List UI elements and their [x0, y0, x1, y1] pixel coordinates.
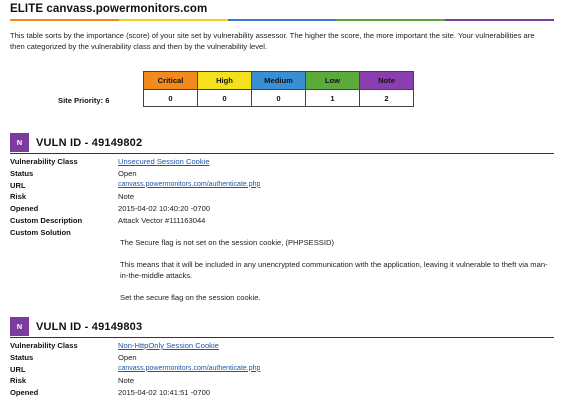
vuln-details [10, 341, 550, 400]
rule-segment-2 [119, 19, 228, 21]
detail-key: Custom Description [10, 215, 83, 225]
detail-row-status [10, 169, 550, 181]
vuln-class-link[interactable]: Non-HttpOnly Session Cookie [118, 341, 219, 350]
detail-key: URL [10, 364, 26, 374]
vuln-impact-text: This means that it will be included in any unencrypted communication with the application, leaving it vulnerable to theft via man-in-the-middle attacks. [120, 260, 548, 280]
detail-key: Status [10, 168, 34, 178]
detail-value: 2015-04-02 10:41:51 -0700 [118, 388, 211, 398]
title-color-rule [10, 19, 554, 21]
detail-row-opened [10, 388, 550, 400]
detail-value: Note [118, 192, 135, 202]
rule-segment-4 [336, 19, 445, 21]
vuln-details [10, 157, 550, 240]
vuln-divider [10, 337, 554, 338]
detail-key: URL [10, 180, 26, 190]
detail-row-class [10, 157, 550, 169]
detail-row-status [10, 353, 550, 365]
severity-count-row [144, 90, 414, 107]
vuln-id-title: VULN ID - 49149802 [36, 136, 143, 149]
detail-row-url [10, 365, 550, 377]
detail-row-class [10, 341, 550, 353]
intro-text: This table sorts by the importance (score) of your site set by vulnerability assessor. The higher the score, the more important the site. Your vulnerabilities are then categorized by the vulnerability class and then by the vulnerability level. [10, 31, 535, 51]
vuln-url-link[interactable]: canvass.powermonitors.com/authenticate.php [118, 180, 261, 188]
detail-row-risk [10, 192, 550, 204]
vuln-finding-text: The Secure flag is not set on the session cookie, (PHPSESSID) [120, 238, 334, 247]
detail-key: Risk [10, 376, 27, 386]
severity-count-critical: 0 [144, 90, 198, 107]
detail-value: Open [118, 168, 137, 178]
severity-count-note: 2 [360, 90, 414, 107]
severity-header-medium: Medium [252, 72, 306, 90]
detail-key: Custom Solution [10, 227, 71, 237]
detail-key: Opened [10, 204, 39, 214]
severity-table [143, 71, 414, 107]
risk-note-badge: N [10, 317, 29, 336]
severity-count-high: 0 [198, 90, 252, 107]
rule-segment-3 [228, 19, 337, 21]
severity-header-note: Note [360, 72, 414, 90]
severity-count-low: 1 [306, 90, 360, 107]
detail-key: Opened [10, 388, 39, 398]
rule-segment-1 [10, 19, 119, 21]
detail-value: 2015-04-02 10:40:20 -0700 [118, 204, 211, 214]
vuln-url-link[interactable]: canvass.powermonitors.com/authenticate.php [118, 364, 261, 372]
severity-count-medium: 0 [252, 90, 306, 107]
severity-header-low: Low [306, 72, 360, 90]
severity-header-critical: Critical [144, 72, 198, 90]
detail-key: Risk [10, 192, 27, 202]
severity-header-row [144, 72, 414, 90]
vuln-class-link[interactable]: Unsecured Session Cookie [118, 157, 210, 166]
detail-key: Status [10, 352, 34, 362]
detail-row-description [10, 216, 550, 228]
detail-key: Vulnerability Class [10, 341, 78, 350]
severity-header-high: High [198, 72, 252, 90]
detail-value: Note [118, 376, 135, 386]
vuln-solution-text: Set the secure flag on the session cookie. [120, 293, 261, 302]
vuln-id-title: VULN ID - 49149803 [36, 320, 143, 333]
risk-note-badge: N [10, 133, 29, 152]
detail-row-url [10, 181, 550, 193]
detail-value: Attack Vector #111163044 [118, 215, 206, 225]
vuln-header [10, 317, 142, 336]
report-title: ELITE canvass.powermonitors.com [10, 3, 208, 15]
detail-row-risk [10, 376, 550, 388]
vuln-header [10, 133, 142, 152]
detail-value: Open [118, 352, 137, 362]
detail-key: Vulnerability Class [10, 157, 78, 166]
site-priority-label: Site Priority: 6 [58, 96, 110, 105]
vuln-divider [10, 153, 554, 154]
detail-row-opened [10, 204, 550, 216]
rule-segment-5 [445, 19, 554, 21]
